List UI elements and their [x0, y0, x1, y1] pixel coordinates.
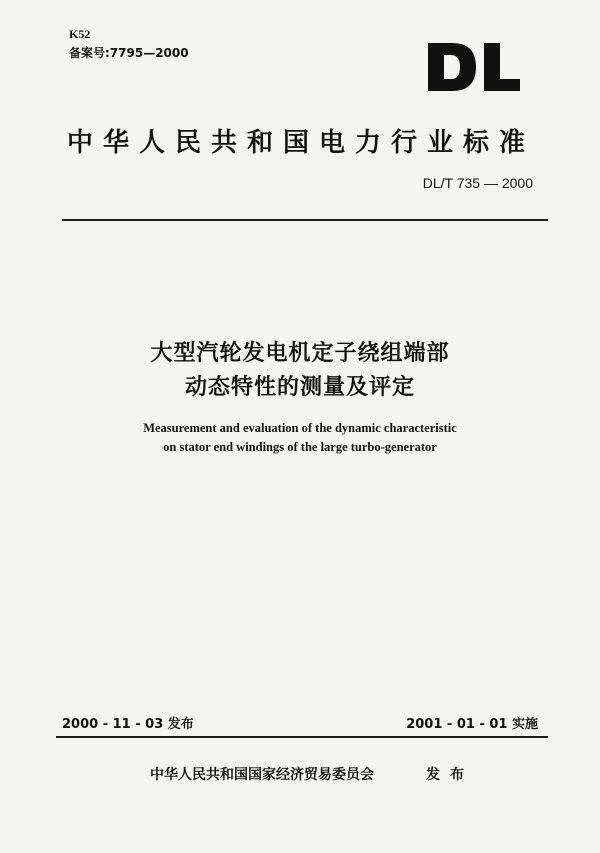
standard-category-title: 中华人民共和国电力行业标准 [66, 128, 535, 158]
classification-code: K52 [69, 27, 91, 41]
issuing-authority: 中华人民共和国国家经济贸易委员会 [150, 767, 374, 783]
issue-date: 2000 - 11 - 03 发布 [62, 717, 194, 732]
dl-logo-graphic [424, 41, 522, 93]
standard-code: DL/T 735 — 2000 [422, 175, 533, 191]
top-divider [62, 219, 548, 221]
chinese-title-line-2: 动态特性的测量及评定 [184, 375, 415, 400]
dl-logo [424, 41, 522, 93]
chinese-title-line-1: 大型汽轮发电机定子绕组端部 [150, 341, 450, 366]
english-title-line-1: Measurement and evaluation of the dynamic characteristic [143, 421, 457, 435]
record-number: 备案号:7795—2000 [69, 46, 189, 60]
implementation-date: 2001 - 01 - 01 实施 [406, 717, 538, 732]
english-title-line-2: on stator end windings of the large turbo-generator [163, 440, 437, 454]
issue-label: 发布 [426, 767, 474, 783]
bottom-divider [56, 736, 548, 738]
